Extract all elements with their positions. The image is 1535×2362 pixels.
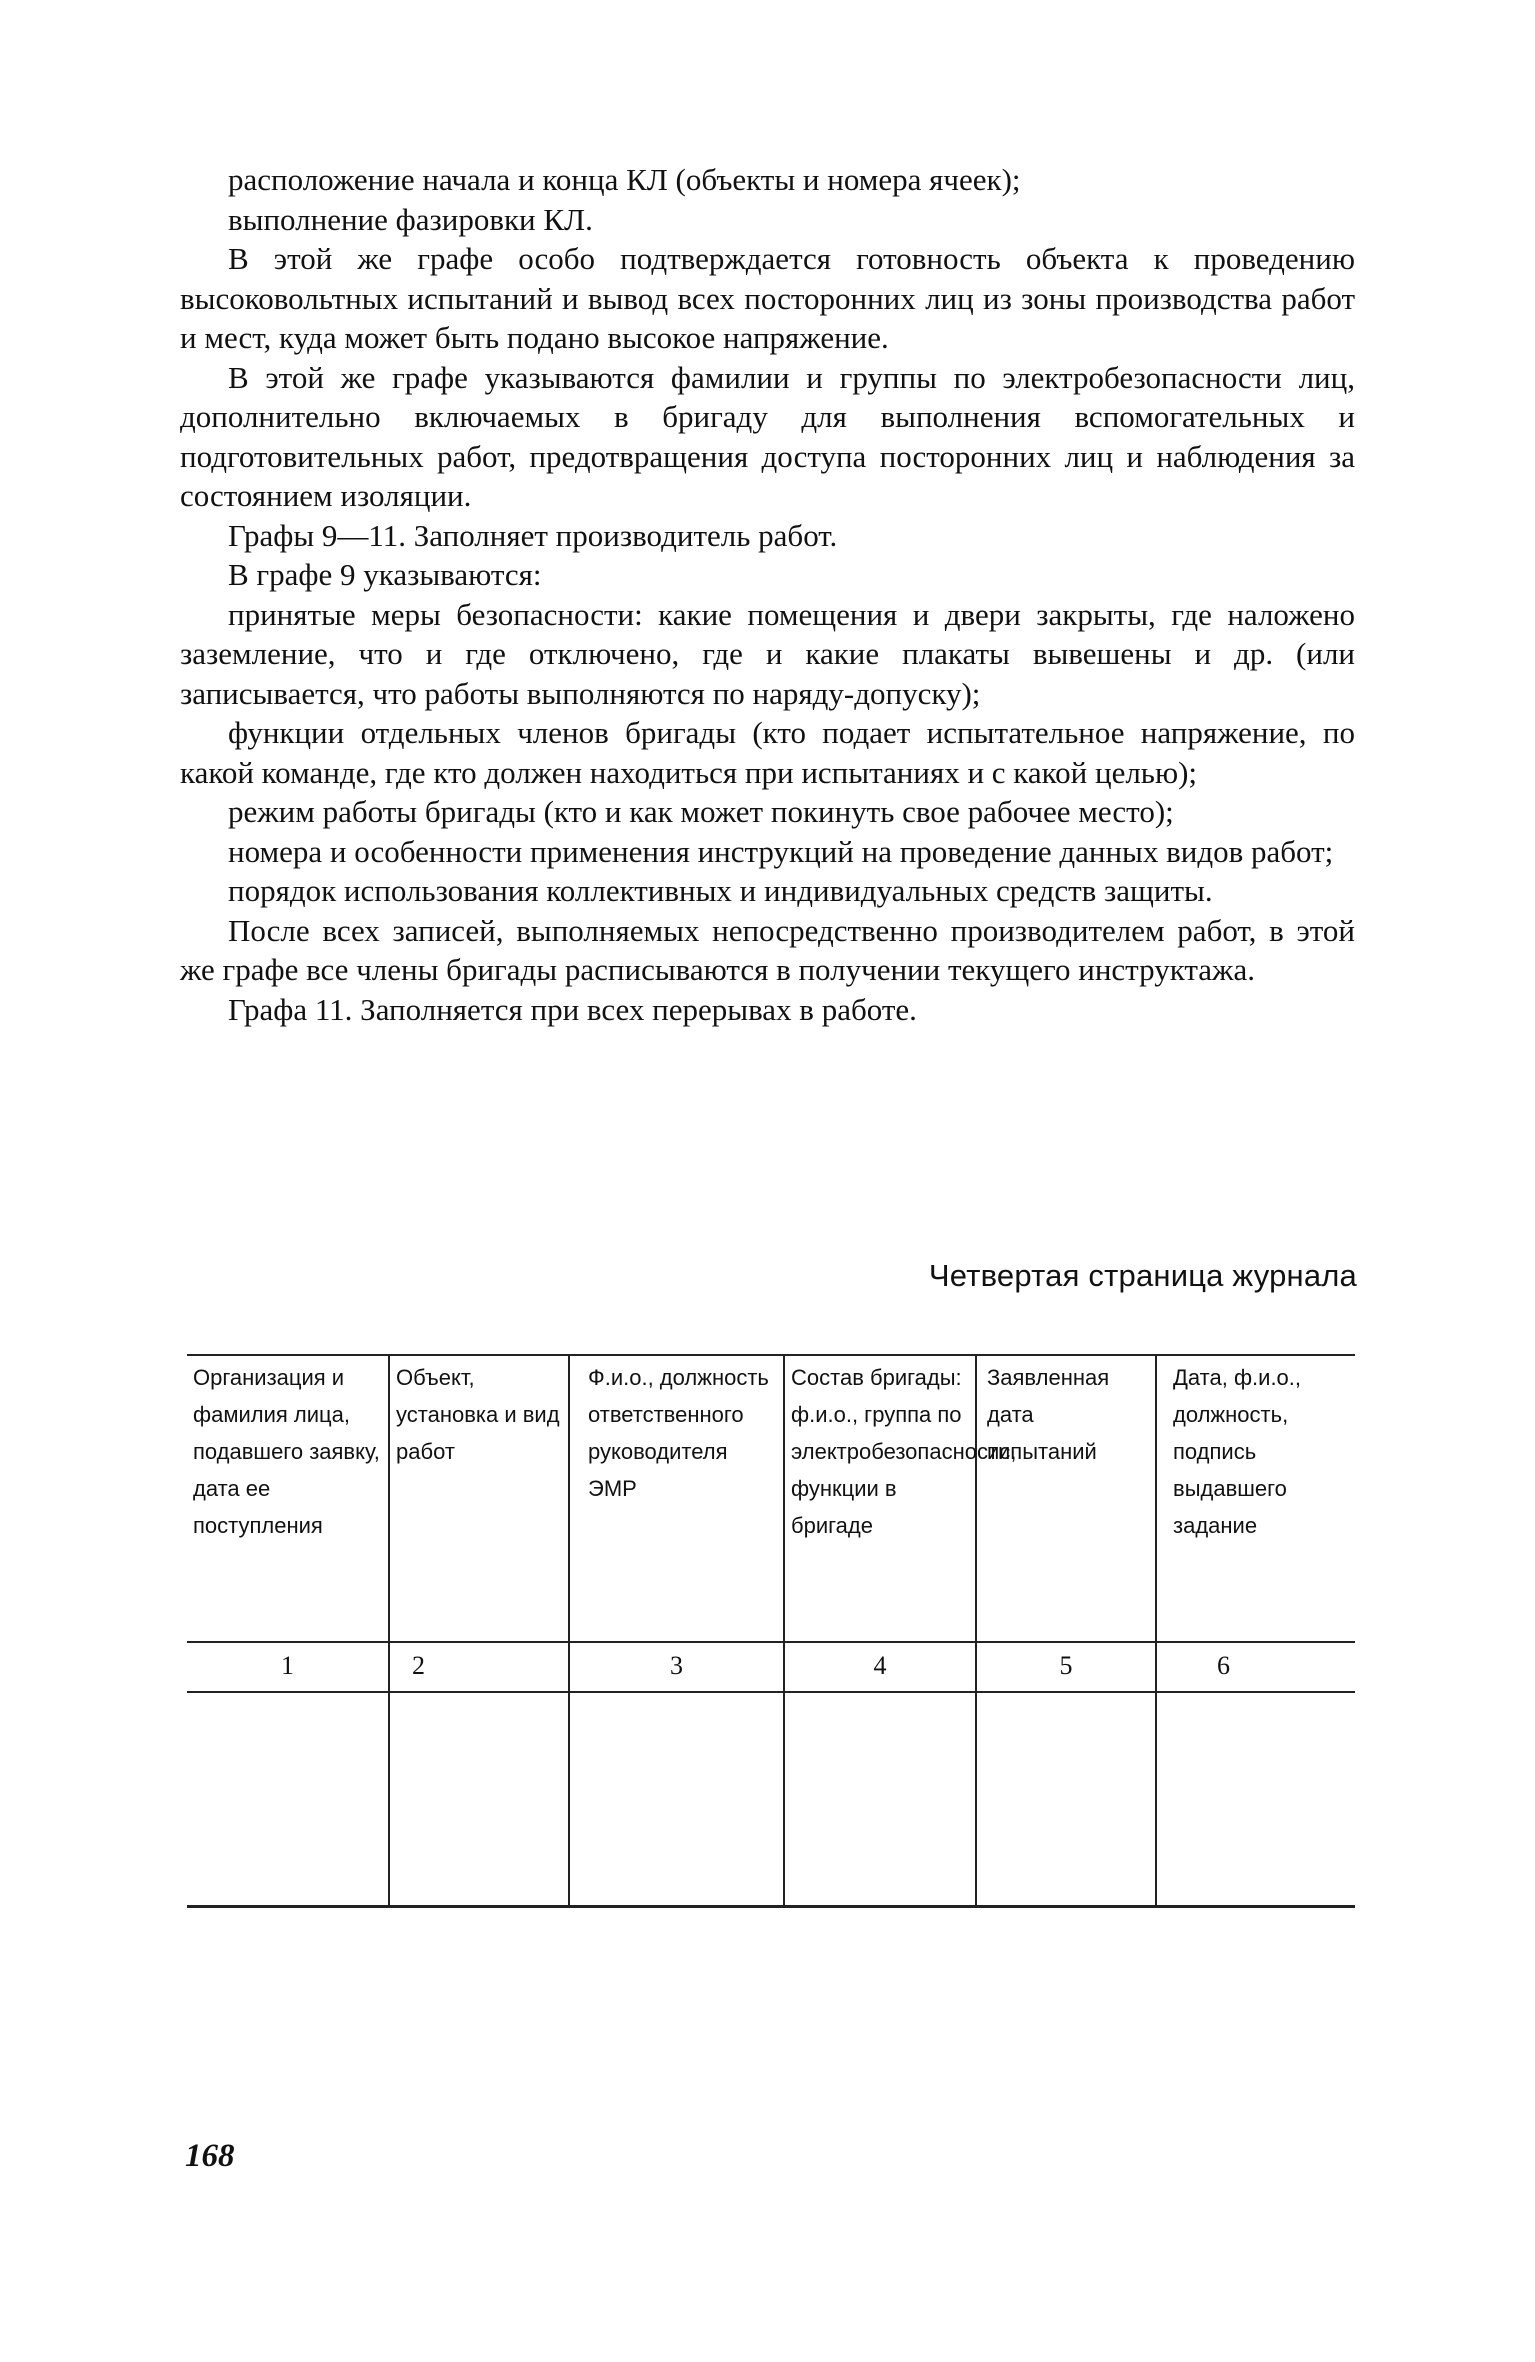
paragraph: выполнение фазировки КЛ. — [228, 201, 593, 237]
journal-table — [187, 1354, 1355, 1908]
column-number: 5 — [976, 1642, 1156, 1692]
paragraph: Графа 11. Заполняется при всех перерывах в работе. — [228, 991, 917, 1027]
table-cell — [569, 1692, 784, 1907]
header-cell: Заявленная дата испытаний — [976, 1355, 1156, 1642]
column-number: 4 — [784, 1642, 976, 1692]
table-caption: Четвертая страница журнала — [928, 1258, 1357, 1293]
table-cell — [187, 1692, 389, 1907]
paragraph: расположение начала и конца КЛ (объекты и номера ячеек); — [228, 162, 1021, 197]
column-number: 6 — [1156, 1642, 1355, 1692]
table-cell — [1156, 1692, 1355, 1907]
column-number: 1 — [187, 1642, 389, 1692]
header-cell: Дата, ф.и.о., должность, подпись выдавшего задание — [1156, 1355, 1355, 1642]
table-header-row — [187, 1355, 1355, 1642]
paragraph: порядок использования коллективных и индивидуальных средств защиты. — [228, 873, 1213, 908]
body-text — [180, 160, 1355, 1029]
paragraph: В этой же графе особо подтверждается готовность объекта к проведению высоковольтных испытаний и вывод всех посторонних лиц из зоны производства работ и мест, куда может быть подано высокое напряжение. — [180, 241, 1355, 355]
paragraph: номера и особенности применения инструкций на проведение данных видов работ; — [228, 833, 1334, 869]
page-number: 168 — [185, 2138, 235, 2174]
column-number: 2 — [389, 1642, 569, 1692]
table-cell — [976, 1692, 1156, 1907]
table-cell — [389, 1692, 569, 1907]
paragraph: В графе 9 указываются: — [228, 557, 542, 592]
table-cell — [784, 1692, 976, 1907]
column-number: 3 — [569, 1642, 784, 1692]
paragraph: функции отдельных членов бригады (кто подает испытательное напряжение, по какой команде, где кто должен находиться при испытаниях и с какой целью); — [180, 715, 1355, 790]
paragraph: В этой же графе указываются фамилии и группы по электробезопасности лиц, дополнительно включаемых в бригаду для выполнения вспомогательных и подготовительных работ, предотвращения доступа посторонних лиц и наблюдения за состоянием изоляции. — [180, 359, 1355, 513]
table-number-row — [187, 1642, 1355, 1692]
paragraph: режим работы бригады (кто и как может покинуть свое рабочее место); — [228, 794, 1174, 829]
table-body-row — [187, 1692, 1355, 1907]
paragraph: принятые меры безопасности: какие помещения и двери закрыты, где наложено заземление, что и где отключено, где и какие плакаты вывешены и др. (или записывается, что работы выполняются по наряду-допуску); — [180, 596, 1355, 711]
paragraph: Графы 9—11. Заполняет производитель работ. — [228, 517, 838, 553]
paragraph: После всех записей, выполняемых непосредственно производителем работ, в этой же графе все члены бригады расписываются в получении текущего инструктажа. — [180, 912, 1355, 987]
header-cell: Организация и фамилия лица, подавшего заявку, дата ее поступления — [193, 1365, 380, 1538]
header-cell: Состав бригады: ф.и.о., группа по электробезопасности, функции в бригаде — [784, 1355, 976, 1642]
header-cell: Ф.и.о., должность ответственного руководителя ЭМР — [569, 1355, 784, 1642]
header-cell: Объект, установка и вид работ — [389, 1355, 569, 1642]
